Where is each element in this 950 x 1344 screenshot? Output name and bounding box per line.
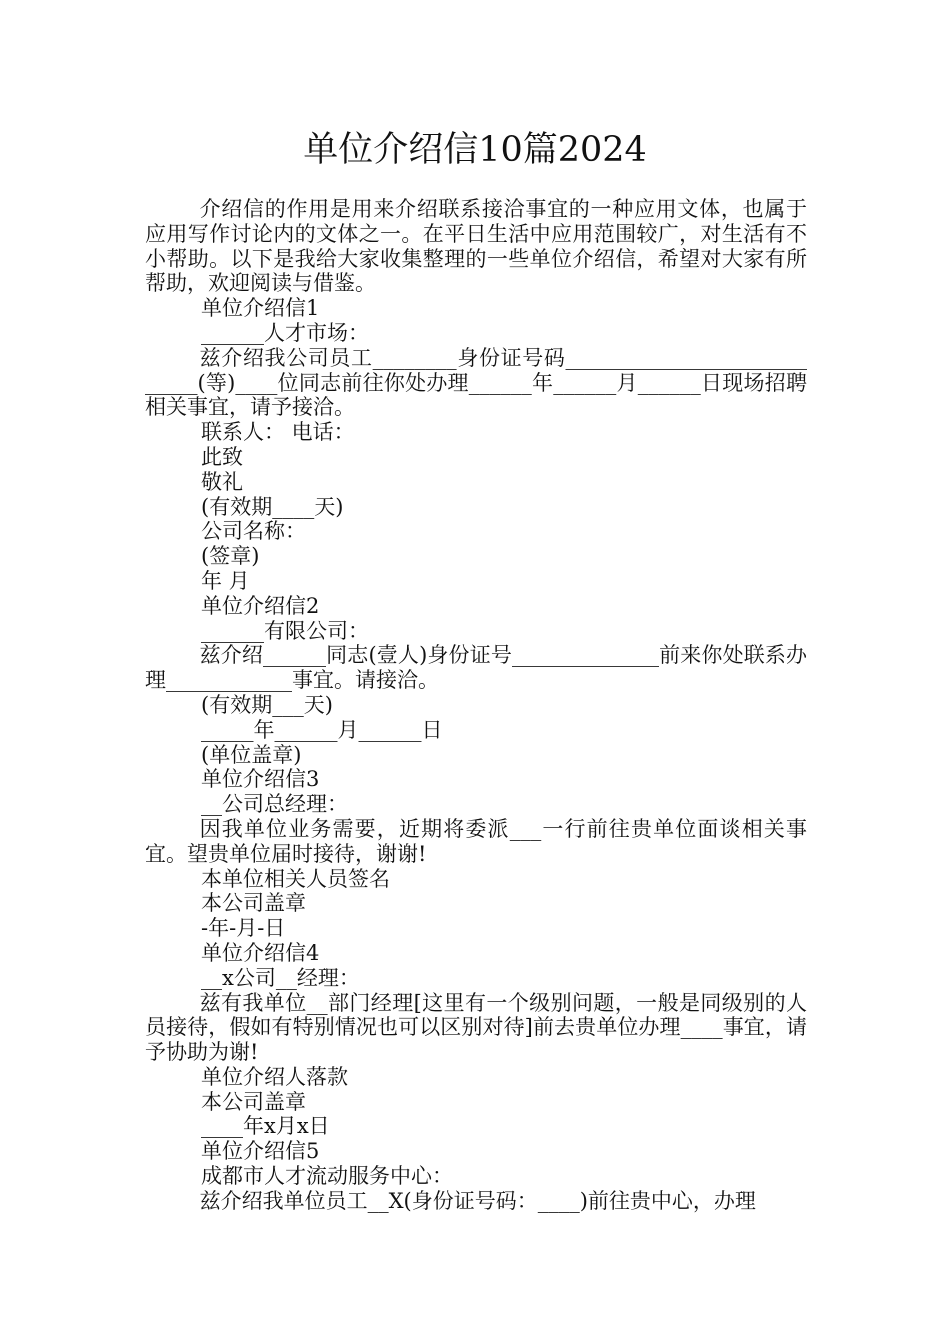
body-line: ____年x月x日 <box>201 1114 330 1139</box>
body-paragraph: 兹有我单位__部门经理[这里有一个级别问题，一般是同级别的人员接待，假如有特别情况也可以区别对待]前去贵单位办理____事宜，请予协助为谢! <box>145 990 807 1065</box>
document-title: 单位介绍信10篇2024 <box>303 130 647 170</box>
body-line: ______有限公司： <box>201 618 369 643</box>
body-line: _____年______月______日 <box>201 717 443 742</box>
body-line: -年-月-日 <box>201 916 286 941</box>
body-line: 公司名称： <box>201 519 306 544</box>
body-line: 敬礼 <box>201 469 243 494</box>
body-paragraph: 兹介绍______同志(壹人)身份证号______________前来你处联系办理____________事宜。请接洽。 <box>145 643 807 693</box>
body-line: ______人才市场： <box>201 320 369 345</box>
body-line: 本公司盖章 <box>201 1089 306 1114</box>
body-line: 本公司盖章 <box>201 891 306 916</box>
document-body <box>145 197 807 1214</box>
body-line: 单位介绍人落款 <box>201 1064 348 1089</box>
body-paragraph: 因我单位业务需要，近期将委派___一行前往贵单位面谈相关事宜。望贵单位届时接待，谢谢! <box>145 816 807 866</box>
body-line: 本单位相关人员签名 <box>201 866 390 891</box>
body-line: (有效期___天) <box>201 692 333 717</box>
body-line: __公司总经理： <box>201 792 348 817</box>
body-line: 单位介绍信1 <box>201 296 320 321</box>
body-line: 此致 <box>201 444 243 469</box>
body-line: (有效期____天) <box>201 494 344 519</box>
body-line: (单位盖章) <box>201 742 302 767</box>
body-line: 单位介绍信3 <box>201 767 320 792</box>
body-line: 年 月 <box>201 568 250 593</box>
body-line: 单位介绍信2 <box>201 593 320 618</box>
body-line: __x公司__经理： <box>201 965 360 990</box>
body-line: 单位介绍信4 <box>201 940 320 965</box>
body-line: 联系人： 电话： <box>201 420 355 445</box>
body-paragraph: 介绍信的作用是用来介绍联系接洽事宜的一种应用文体，也属于应用写作讨论内的文体之一。在平日生活中应用范围较广，对生活有不小帮助。以下是我给大家收集整理的一些单位介绍信，希望对大家有所帮助，欢迎阅读与借鉴。 <box>145 197 807 296</box>
body-paragraph: 兹介绍我单位员工__X(身份证号码：____)前往贵中心，办理 <box>199 1188 756 1213</box>
body-line: (签章) <box>201 544 260 569</box>
body-line: 成都市人才流动服务中心： <box>201 1164 453 1189</box>
body-paragraph: 兹介绍我公司员工________身份证号码____________________________(等)____位同志前往你处办理______年______月______日现场招聘相关事宜，请予接洽。 <box>145 345 807 420</box>
body-line: 单位介绍信5 <box>201 1139 320 1164</box>
